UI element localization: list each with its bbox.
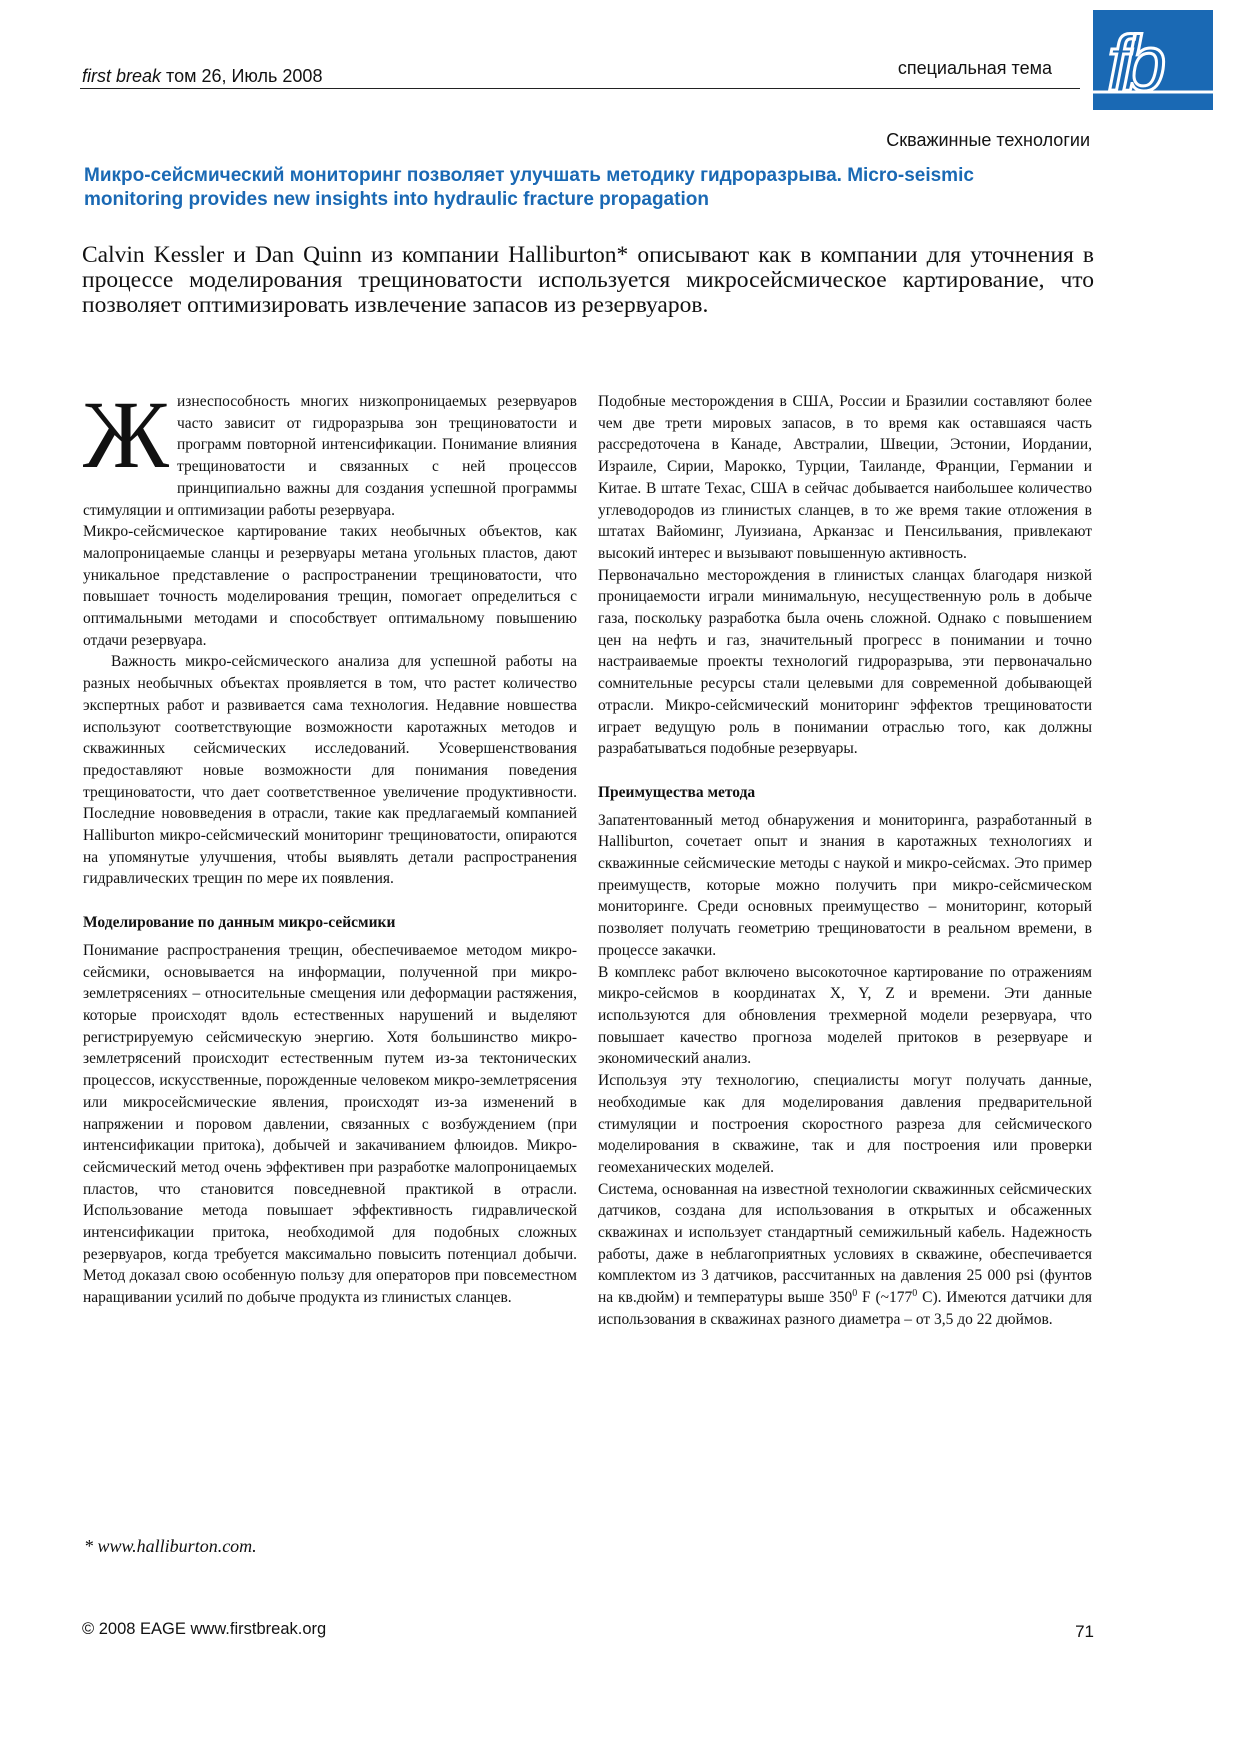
fb-logo	[1093, 10, 1213, 110]
drop-cap: Ж	[83, 381, 170, 488]
left-column	[83, 381, 577, 1309]
right-paragraph-6-part-c: C). Имеются датчики для использования в скважинах разного диаметра – от 3,5 до 22 дюймов.	[598, 1289, 1092, 1328]
left-paragraph-3: Важность микро-сейсмического анализа для успешной работы на разных необычных объектах проявляется в том, что растет количество экспертных работ и развивается сама технология. Недавние новшества используют соответствующие возможности каротажных методов и скважинных сейсмических исследований. Усовершенствования предоставляют новые возможности для понимания поведения трещиноватости, что дает соответственное увеличение продуктивности. Последние нововведения в отрасли, такие как предлагаемый компанией Halliburton микро-сейсмический мониторинг трещиноватости, опираются на упомянутые улучшения, чтобы выявлять детали распространения гидравлических трещин по мере их появления.	[83, 653, 577, 888]
left-paragraph-1-text: изнеспособность многих низкопроницаемых резервуаров часто зависит от гидроразрыва зон трещиноватости и программ повторной интенсификации. Понимание влияния трещиноватости и связанных с ней процессов принципиально важны для создания успешной программы стимуляции и оптимизации работы резервуара.	[83, 393, 577, 519]
journal-issue: том 26, Июль 2008	[161, 66, 323, 86]
section-label: Скважинные технологии	[886, 130, 1090, 150]
degree-superscript-2: 0	[912, 1287, 918, 1299]
right-paragraph-6-part-a: Система, основанная на известной технологии скважинных сейсмических датчиков, создана для использования в открытых и обсаженных скважинах и использует стандартный семижильный кабель. Надежность работы, даже в неблагоприятных условиях в скважине, обеспечивается комплектом из 3 датчиков, рассчитанных на давления 25 000 psi (фунтов на кв.дюйм) и температуры выше 350	[598, 1180, 1092, 1307]
left-paragraph-4: Понимание распространения трещин, обеспечиваемое методом микро-сейсмики, основывается на информации, полученной при микро-землетрясениях – относительные смещения или деформации растяжения, которые происходят вдоль естественных нарушений и выделяют регистрируемую сейсмическую энергию. Хотя большинство микро-землетрясений происходит естественным путем из-за тектонических процессов, искусственные, порожденные человеком микро-землетрясения или микросейсмические явления, происходят из-за изменений в напряжении и поровом давлении, связанных с возбуждением (при интенсификации притока), добычей и закачиванием флюидов. Микро-сейсмический метод очень эффективен при разработке малопроницаемых пластов, что становится повседневной практикой в отрасли. Использование метода повышает эффективность гидравлической интенсификации притока, необходимой для подобных сложных резервуаров, когда требуется максимально повысить потенциал добычи. Метод доказал свою особенную пользу для операторов при повсеместном наращивании усилий по добыче продукта из глинистых сланцев.	[83, 941, 577, 1307]
footer-copyright: © 2008 EAGE www.firstbreak.org	[82, 1620, 327, 1638]
right-paragraph-5: Используя эту технологию, специалисты могут получать данные, необходимые как для моделирования давления предварительной стимуляции и построения скоростного разреза для сейсмического моделирования в скважине, так и для построения или проверки геомеханических моделей.	[598, 1072, 1092, 1176]
right-subheading: Преимущества метода	[598, 783, 756, 801]
article-title: Микро-сейсмический мониторинг позволяет улучшать методику гидроразрыва. Micro-seismic monitoring provides new insights into hydraulic fracture propagation	[84, 165, 974, 210]
right-paragraph-4: В комплекс работ включено высокоточное картирование по отражениям микро-сейсмов в координатах X, Y, Z и времени. Эти данные используются для обновления трехмерной модели резервуара, что повышает качество прогноза моделей притоков в резервуаре и экономический анализ.	[598, 963, 1092, 1068]
right-column	[598, 391, 1092, 1331]
left-subheading: Моделирование по данным микро-сейсмики	[83, 914, 396, 932]
fb-logo-text: fb	[1107, 19, 1161, 107]
right-paragraph-3: Запатентованный метод обнаружения и мониторинга, разработанный в Halliburton, сочетает опыт и знания в каротажных технологиях и скважинные сейсмические методы с наукой и микро-сейсмах. Это пример преимуществ, которые можно получить при микро-сейсмическом мониторинге. Среди основных преимущество – мониторинг, который позволяет получать геометрию трещиноватости в реальном времени, в процессе закачки.	[598, 811, 1092, 959]
header-rule	[80, 88, 1080, 89]
lead-paragraph: Calvin Kessler и Dan Quinn из компании Halliburton* описывают как в компании для уточнения в процессе моделирования трещиноватости используется микросейсмическое картирование, что позволяет оптимизировать извлечение запасов из резервуаров.	[82, 242, 1094, 318]
left-paragraph-1	[83, 381, 577, 521]
special-topic-label: специальная тема	[897, 58, 1052, 78]
journal-name: first break	[82, 66, 162, 86]
degree-superscript-1: 0	[852, 1287, 858, 1299]
right-paragraph-6-part-b: F (~177	[857, 1289, 913, 1307]
right-paragraph-1: Подобные месторождения в США, России и Бразилии составляют более чем две трети мировых запасов, в то время как оставшаяся часть рассредоточена в Канаде, Австралии, Швеции, Эстонии, Иордании, Израиле, Сирии, Марокко, Турции, Таиланде, Франции, Германии и Китае. В штате Техас, США в сейчас добывается наибольшее количество углеводородов из глинистых сланцев, в то же время такие отложения в штатах Вайоминг, Луизиана, Арканзас и Пенсильвания, привлекают высокий интерес и вызывают повышенную активность.	[598, 393, 1092, 562]
right-paragraph-2: Первоначально месторождения в глинистых сланцах благодаря низкой проницаемости играли минимальную, несущественную роль в добыче газа, поскольку разработка была очень сложной. Однако с повышением цен на нефть и газ, значительный прогресс в понимании и точно настраиваемые проекты технологий гидроразрыва, эти первоначально сомнительные ресурсы стали целевыми для современной добывающей отрасли. Микро-сейсмический мониторинг эффектов трещиноватости играет ведущую роль в понимании отраслью того, как должны разрабатываться подобные резервуары.	[598, 566, 1092, 758]
left-paragraph-2: Микро-сейсмическое картирование таких необычных объектов, как малопроницаемые сланцы и резервуары метана угольных пластов, дают уникальное представление о распространении трещиноватости, что повышает точность моделирования трещин, помогает определиться с оптимальными методами и способствует оптимальному повышению отдачи резервуара.	[83, 523, 577, 649]
fb-logo-mark	[1093, 10, 1213, 110]
right-paragraph-6	[598, 1179, 1092, 1331]
journal-header	[82, 66, 322, 87]
footnote: * www.halliburton.com.	[84, 1536, 257, 1556]
page-number: 71	[1075, 1622, 1094, 1641]
